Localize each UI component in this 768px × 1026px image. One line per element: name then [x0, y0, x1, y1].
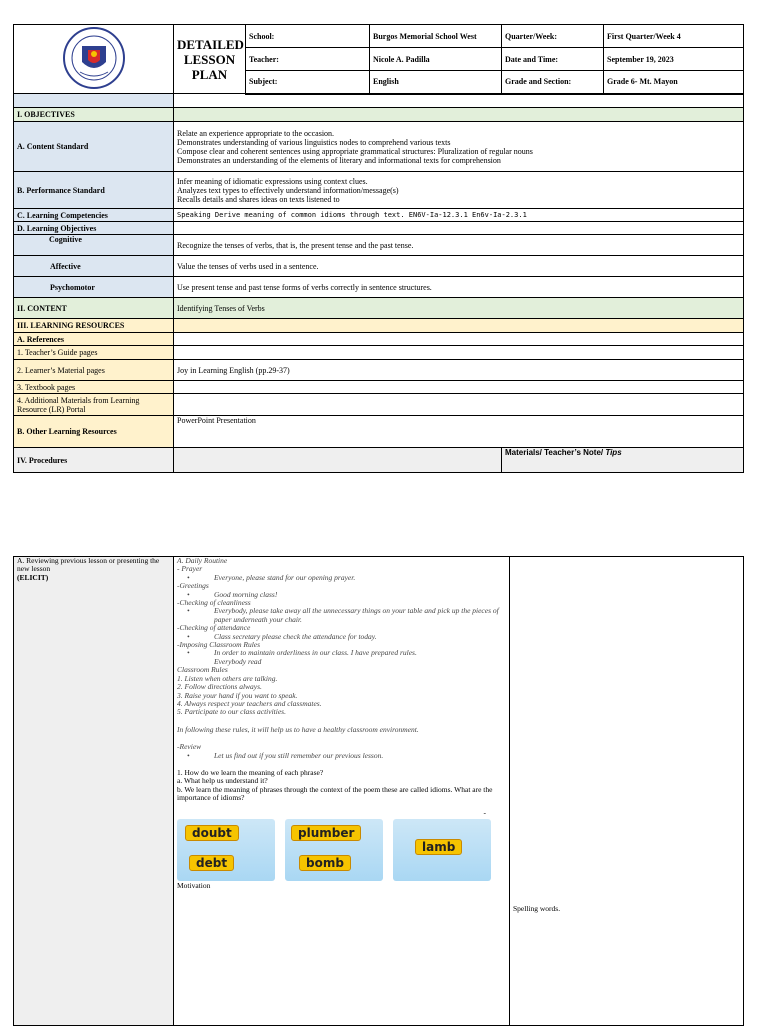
content-standard-label: A. Content Standard — [14, 122, 174, 172]
rule-item: 4. Always respect your teachers and classmates. — [177, 698, 322, 708]
quarter-label: Quarter/Week: — [502, 25, 604, 48]
notes-heading — [502, 448, 744, 473]
content-standard-line: Demonstrates an understanding of the elements of literary and informational texts for comprehension — [177, 155, 501, 165]
affective-value: Value the tenses of verbs used in a sentence. — [174, 256, 744, 277]
date-label: Date and Time: — [502, 48, 604, 71]
rules-title: Classroom Rules — [177, 665, 228, 675]
learning-objectives-empty — [174, 222, 744, 235]
notes-heading-tips: Tips — [605, 448, 622, 457]
daily-routine: A. Daily Routine — [177, 556, 228, 565]
spelling-word-cards — [177, 819, 506, 881]
greetings-text: • Good morning class! — [177, 591, 506, 599]
grade-label: Grade and Section: — [502, 71, 604, 94]
references-empty — [174, 333, 744, 346]
references-label: A. References — [14, 333, 174, 346]
other-resources-label: B. Other Learning Resources — [14, 416, 174, 448]
subject-value: English — [370, 71, 502, 94]
teachers-guide-label: 1. Teacher’s Guide pages — [14, 346, 174, 360]
school-value: Burgos Memorial School West — [370, 25, 502, 48]
word-card-word: doubt — [185, 825, 239, 841]
competencies-label: C. Learning Competencies — [14, 209, 174, 222]
motivation-label: Motivation — [177, 880, 211, 890]
learners-material-label: 2. Learner’s Material pages — [14, 360, 174, 381]
cleanliness-heading: -Checking of cleanliness — [177, 598, 251, 608]
dash-mark: - — [483, 807, 486, 817]
attendance-text: • Class secretary please check the attendance for today. — [177, 633, 506, 641]
affective-label: Affective — [14, 256, 174, 277]
teacher-value: Nicole A. Padilla — [370, 48, 502, 71]
spelling-words-note: Spelling words. — [513, 904, 561, 913]
objectives-empty — [174, 108, 744, 122]
competencies-value: Speaking Derive meaning of common idioms through text. EN6V-Ia-12.3.1 En6v-Ia-2.3.1 — [174, 209, 744, 222]
word-card-word: lamb — [415, 839, 462, 855]
content-heading: II. CONTENT — [14, 298, 174, 319]
resources-heading: III. LEARNING RESOURCES — [14, 319, 174, 333]
question-1: 1. How do we learn the meaning of each phrase? — [177, 767, 324, 777]
procedures-table — [13, 556, 744, 1026]
procedures-heading: IV. Procedures — [14, 448, 174, 473]
lesson-plan-table — [13, 24, 744, 473]
content-standard-line: Demonstrates understanding of various linguistics nodes to comprehend various texts — [177, 137, 451, 147]
elicit-procedure — [174, 557, 510, 1026]
textbook-label: 3. Textbook pages — [14, 381, 174, 394]
procedures-empty — [174, 448, 502, 473]
performance-standard-line: Analyzes text types to effectively understand information/message(s) — [177, 185, 399, 195]
cognitive-label: Cognitive — [14, 235, 174, 256]
psychomotor-label: Psychomotor — [14, 277, 174, 298]
deped-seal — [14, 25, 174, 94]
psychomotor-value: Use present tense and past tense forms of verbs correctly in sentence structures. — [174, 277, 744, 298]
rule-item: 3. Raise your hand if you want to speak. — [177, 690, 298, 700]
learning-objectives-label: D. Learning Objectives — [14, 222, 174, 235]
word-card-word: debt — [189, 855, 234, 871]
rules-text-2: Everybody read — [214, 656, 262, 666]
teacher-notes-cell — [510, 557, 744, 1026]
rule-item: 5. Participate to our class activities. — [177, 707, 286, 717]
teachers-guide-empty — [174, 346, 744, 360]
cognitive-value: Recognize the tenses of verbs, that is, the present tense and the past tense. — [174, 235, 744, 256]
prayer-text: • Everyone, please stand for our opening prayer. — [177, 574, 506, 582]
content-standard-value — [174, 122, 744, 172]
review-text: • Let us find out if you still remember our previous lesson. — [177, 752, 506, 760]
date-value: September 19, 2023 — [604, 48, 744, 71]
elicit-label-bold: (ELICIT) — [17, 572, 49, 582]
additional-materials-label: 4. Additional Materials from Learning Resource (LR) Portal — [14, 394, 174, 416]
performance-standard-value — [174, 172, 744, 209]
grade-value: Grade 6- Mt. Mayon — [604, 71, 744, 94]
other-resources-value: PowerPoint Presentation — [174, 416, 744, 448]
rules-heading: -Imposing Classroom Rules — [177, 640, 261, 650]
teacher-label: Teacher: — [246, 48, 370, 71]
performance-standard-line: Infer meaning of idiomatic expressions using context clues. — [177, 176, 368, 186]
notes-heading-text: Materials/ Teacher’s Note/ — [505, 448, 606, 457]
resources-empty — [174, 319, 744, 333]
cleanliness-text: • Everybody, please take away all the unnecessary things on your table and pick up the pieces of paper underneath your chair. — [177, 607, 506, 624]
spacer-cell — [174, 94, 744, 108]
content-value: Identifying Tenses of Verbs — [174, 298, 744, 319]
deped-seal-icon — [60, 26, 128, 90]
question-a: a. What help us understand it? — [177, 776, 268, 786]
word-card — [177, 819, 275, 881]
quarter-value: First Quarter/Week 4 — [604, 25, 744, 48]
objectives-heading: I. OBJECTIVES — [14, 108, 174, 122]
elicit-label: A. Reviewing previous lesson or presenting the new lesson — [17, 556, 160, 574]
performance-standard-label: B. Performance Standard — [14, 172, 174, 209]
subject-label: Subject: — [246, 71, 370, 94]
word-card — [393, 819, 491, 881]
attendance-heading: -Checking of attendance — [177, 623, 251, 633]
rules-conclusion: In following these rules, it will help us to have a healthy classroom environment. — [177, 724, 419, 734]
rule-item: 1. Listen when others are talking. — [177, 673, 278, 683]
learners-material-value: Joy in Learning English (pp.29-37) — [174, 360, 744, 381]
rules-text: • In order to maintain orderliness in our class. I have prepared rules. — [177, 649, 506, 657]
question-b: b. We learn the meaning of phrases through the context of the poem these are called idioms. What are the importance of idioms? — [177, 784, 493, 803]
prayer-heading: - Prayer — [177, 564, 203, 574]
word-card — [285, 819, 383, 881]
elicit-label-cell — [14, 557, 174, 1026]
spacer-cell — [14, 94, 174, 108]
additional-materials-empty — [174, 394, 744, 416]
textbook-empty — [174, 381, 744, 394]
content-standard-line: Compose clear and coherent sentences using appropriate grammatical structures: Pluralization of regular nouns — [177, 146, 533, 156]
word-card-word: plumber — [291, 825, 361, 841]
content-standard-line: Relate an experience appropriate to the occasion. — [177, 128, 335, 138]
document-title: DETAILED LESSON PLAN — [174, 25, 246, 94]
rule-item: 2. Follow directions always. — [177, 682, 262, 692]
school-label: School: — [246, 25, 370, 48]
greetings-heading: -Greetings — [177, 581, 209, 591]
review-heading: -Review — [177, 742, 202, 752]
word-card-word: bomb — [299, 855, 351, 871]
performance-standard-line: Recalls details and shares ideas on texts listened to — [177, 194, 340, 204]
